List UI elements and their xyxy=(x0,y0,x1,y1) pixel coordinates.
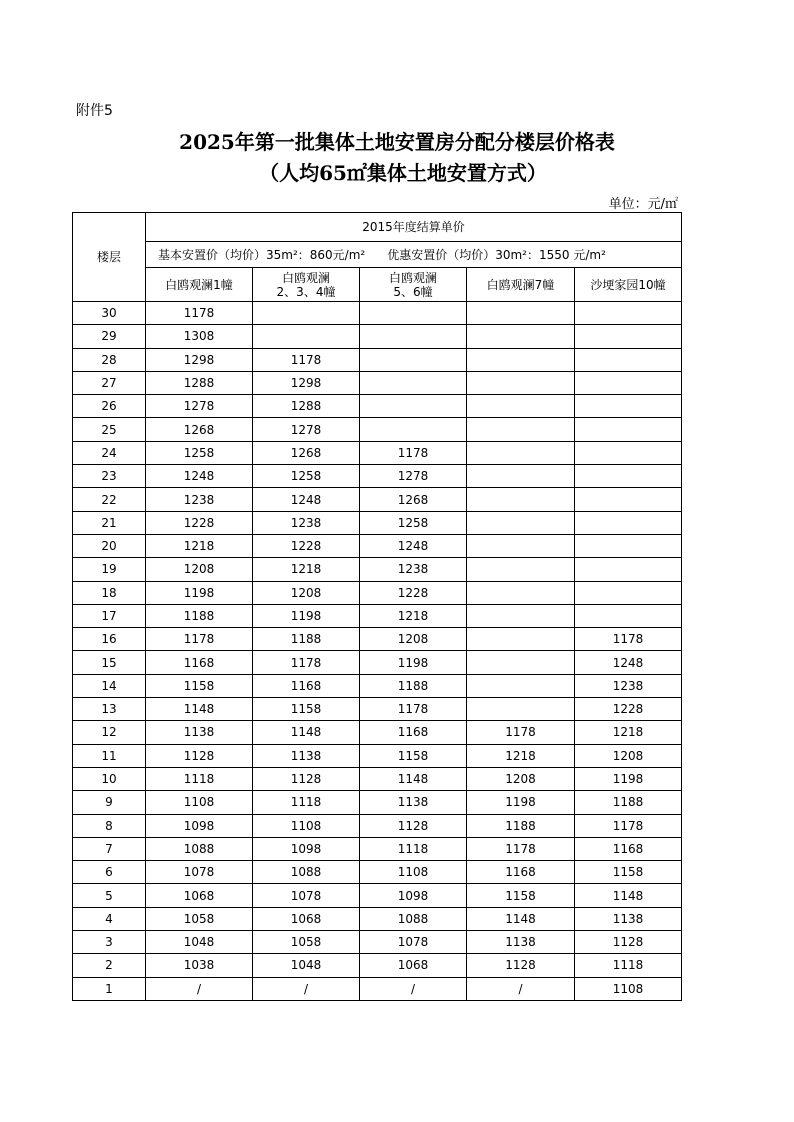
price-cell: 1248 xyxy=(253,488,360,511)
price-cell: 1178 xyxy=(253,651,360,674)
table-row xyxy=(73,465,682,488)
table-row xyxy=(73,488,682,511)
price-cell: 1188 xyxy=(253,628,360,651)
price-cell: 1198 xyxy=(360,651,467,674)
table-row xyxy=(73,954,682,977)
floor-cell: 17 xyxy=(73,604,146,627)
price-cell: 1138 xyxy=(253,744,360,767)
price-cell: 1098 xyxy=(360,884,467,907)
price-cell: 1108 xyxy=(360,861,467,884)
table-row xyxy=(73,884,682,907)
floor-cell: 2 xyxy=(73,954,146,977)
price-cell: 1058 xyxy=(253,931,360,954)
column-header: 白鸥观澜7幢 xyxy=(467,268,575,302)
floor-cell: 24 xyxy=(73,441,146,464)
preferential-price-text: 优惠安置价（均价）30m²：1550 元/m² xyxy=(387,247,606,262)
price-cell: 1198 xyxy=(467,791,575,814)
table-row xyxy=(73,628,682,651)
price-cell: 1078 xyxy=(360,931,467,954)
price-cell: 1218 xyxy=(360,604,467,627)
price-cell xyxy=(467,465,575,488)
price-cell: 1218 xyxy=(253,558,360,581)
price-cell xyxy=(360,325,467,348)
price-cell: 1248 xyxy=(575,651,682,674)
price-cell: 1088 xyxy=(360,907,467,930)
price-cell: 1208 xyxy=(360,628,467,651)
price-cell: 1208 xyxy=(575,744,682,767)
price-cell: 1228 xyxy=(146,511,253,534)
price-cell xyxy=(467,441,575,464)
price-cell: 1188 xyxy=(575,791,682,814)
price-cell: 1238 xyxy=(146,488,253,511)
floor-header: 楼层 xyxy=(73,213,146,302)
price-cell xyxy=(467,348,575,371)
price-cell: 1278 xyxy=(146,395,253,418)
price-cell: 1188 xyxy=(360,674,467,697)
price-cell xyxy=(467,511,575,534)
table-row xyxy=(73,814,682,837)
floor-cell: 26 xyxy=(73,395,146,418)
floor-cell: 14 xyxy=(73,674,146,697)
table-row xyxy=(73,837,682,860)
price-cell xyxy=(467,628,575,651)
price-cell: 1138 xyxy=(360,791,467,814)
floor-cell: 19 xyxy=(73,558,146,581)
floor-cell: 9 xyxy=(73,791,146,814)
table-row xyxy=(73,977,682,1000)
price-cell: 1178 xyxy=(467,837,575,860)
floor-cell: 21 xyxy=(73,511,146,534)
price-cell: 1148 xyxy=(360,767,467,790)
price-cell xyxy=(575,581,682,604)
price-cell: 1208 xyxy=(146,558,253,581)
price-cell: 1108 xyxy=(575,977,682,1000)
price-cell: 1118 xyxy=(360,837,467,860)
price-cell xyxy=(575,558,682,581)
price-cell: 1238 xyxy=(253,511,360,534)
price-cell: 1218 xyxy=(467,744,575,767)
price-cell: 1098 xyxy=(146,814,253,837)
price-cell: 1038 xyxy=(146,954,253,977)
price-cell: 1168 xyxy=(467,861,575,884)
price-cell: 1178 xyxy=(146,628,253,651)
price-cell xyxy=(467,418,575,441)
price-cell: 1108 xyxy=(253,814,360,837)
price-cell: 1148 xyxy=(253,721,360,744)
price-cell xyxy=(575,511,682,534)
price-cell: 1158 xyxy=(253,698,360,721)
price-cell: 1238 xyxy=(360,558,467,581)
table-row xyxy=(73,558,682,581)
floor-cell: 13 xyxy=(73,698,146,721)
price-cell: 1168 xyxy=(253,674,360,697)
price-cell: 1288 xyxy=(253,395,360,418)
price-cell: 1078 xyxy=(146,861,253,884)
price-cell xyxy=(575,465,682,488)
price-cell: 1178 xyxy=(146,302,253,325)
price-cell: 1048 xyxy=(146,931,253,954)
column-header: 白鸥观澜1幢 xyxy=(146,268,253,302)
price-cell: 1198 xyxy=(146,581,253,604)
price-cell: 1258 xyxy=(253,465,360,488)
price-cell: 1068 xyxy=(253,907,360,930)
table-row xyxy=(73,511,682,534)
table-row xyxy=(73,581,682,604)
price-cell: 1208 xyxy=(253,581,360,604)
price-cell xyxy=(360,348,467,371)
price-cell xyxy=(253,302,360,325)
price-cell: 1118 xyxy=(253,791,360,814)
price-cell xyxy=(467,558,575,581)
table-row xyxy=(73,418,682,441)
price-cell: 1048 xyxy=(253,954,360,977)
price-cell: 1158 xyxy=(360,744,467,767)
price-cell: 1148 xyxy=(146,698,253,721)
page-subtitle: （人均65㎡集体土地安置方式） xyxy=(259,161,547,185)
price-cell: 1268 xyxy=(360,488,467,511)
table-row xyxy=(73,791,682,814)
price-cell: 1208 xyxy=(467,767,575,790)
price-cell: 1248 xyxy=(360,534,467,557)
price-cell: / xyxy=(360,977,467,1000)
price-cell: 1068 xyxy=(360,954,467,977)
price-cell xyxy=(467,651,575,674)
price-cell: 1198 xyxy=(575,767,682,790)
price-table xyxy=(72,212,682,1001)
table-row xyxy=(73,604,682,627)
floor-cell: 18 xyxy=(73,581,146,604)
price-cell: 1168 xyxy=(575,837,682,860)
price-cell: 1158 xyxy=(146,674,253,697)
table-row xyxy=(73,721,682,744)
floor-cell: 25 xyxy=(73,418,146,441)
floor-cell: 15 xyxy=(73,651,146,674)
floor-cell: 12 xyxy=(73,721,146,744)
price-cell xyxy=(575,534,682,557)
price-cell xyxy=(253,325,360,348)
price-cell: 1188 xyxy=(467,814,575,837)
unit-label: 单位：元/㎡ xyxy=(608,197,678,212)
price-cell xyxy=(467,534,575,557)
price-cell: 1178 xyxy=(575,814,682,837)
price-cell: 1198 xyxy=(253,604,360,627)
table-row xyxy=(73,371,682,394)
floor-cell: 10 xyxy=(73,767,146,790)
price-cell xyxy=(575,488,682,511)
price-cell: 1148 xyxy=(467,907,575,930)
price-cell: 1128 xyxy=(360,814,467,837)
floor-cell: 29 xyxy=(73,325,146,348)
floor-cell: 4 xyxy=(73,907,146,930)
attachment-label: 附件5 xyxy=(76,103,113,119)
price-cell: 1138 xyxy=(575,907,682,930)
price-cell xyxy=(467,325,575,348)
price-cell xyxy=(467,395,575,418)
price-cell xyxy=(467,488,575,511)
table-row xyxy=(73,395,682,418)
table-row xyxy=(73,907,682,930)
price-cell: 1138 xyxy=(467,931,575,954)
column-header: 沙埂家园10幢 xyxy=(575,268,682,302)
basic-price-text: 基本安置价（均价）35m²：860元/m² xyxy=(158,247,366,262)
table-row xyxy=(73,441,682,464)
table-row xyxy=(73,931,682,954)
floor-cell: 30 xyxy=(73,302,146,325)
price-cell: 1308 xyxy=(146,325,253,348)
price-cell: / xyxy=(146,977,253,1000)
price-cell xyxy=(575,348,682,371)
price-cell: 1148 xyxy=(575,884,682,907)
price-basis-cell xyxy=(146,242,682,268)
column-header: 白鸥观澜 5、6幢 xyxy=(360,268,467,302)
price-cell: / xyxy=(467,977,575,1000)
table-row xyxy=(73,651,682,674)
price-cell: 1168 xyxy=(146,651,253,674)
price-cell: / xyxy=(253,977,360,1000)
price-cell: 1218 xyxy=(146,534,253,557)
price-cell xyxy=(575,604,682,627)
price-cell xyxy=(575,418,682,441)
floor-cell: 28 xyxy=(73,348,146,371)
table-row xyxy=(73,744,682,767)
price-cell: 1178 xyxy=(467,721,575,744)
price-cell: 1128 xyxy=(253,767,360,790)
price-cell: 1118 xyxy=(575,954,682,977)
table-row xyxy=(73,302,682,325)
price-cell xyxy=(575,371,682,394)
floor-cell: 27 xyxy=(73,371,146,394)
floor-cell: 22 xyxy=(73,488,146,511)
price-cell: 1118 xyxy=(146,767,253,790)
price-cell xyxy=(360,302,467,325)
price-cell xyxy=(467,674,575,697)
price-cell xyxy=(360,418,467,441)
column-header: 白鸥观澜 2、3、4幢 xyxy=(253,268,360,302)
price-cell: 1138 xyxy=(146,721,253,744)
price-cell: 1258 xyxy=(146,441,253,464)
price-cell: 1178 xyxy=(253,348,360,371)
price-cell: 1188 xyxy=(146,604,253,627)
price-cell: 1088 xyxy=(253,861,360,884)
price-cell: 1288 xyxy=(146,371,253,394)
table-row xyxy=(73,767,682,790)
floor-cell: 11 xyxy=(73,744,146,767)
price-cell: 1218 xyxy=(575,721,682,744)
price-cell: 1128 xyxy=(146,744,253,767)
floor-cell: 7 xyxy=(73,837,146,860)
price-cell xyxy=(467,302,575,325)
price-cell xyxy=(467,698,575,721)
price-cell: 1058 xyxy=(146,907,253,930)
price-cell: 1158 xyxy=(467,884,575,907)
price-cell: 1108 xyxy=(146,791,253,814)
price-cell: 1178 xyxy=(360,441,467,464)
price-cell: 1238 xyxy=(575,674,682,697)
price-cell xyxy=(575,441,682,464)
price-cell: 1098 xyxy=(253,837,360,860)
table-row xyxy=(73,348,682,371)
floor-cell: 20 xyxy=(73,534,146,557)
floor-cell: 23 xyxy=(73,465,146,488)
price-cell xyxy=(467,581,575,604)
price-cell: 1268 xyxy=(146,418,253,441)
price-cell xyxy=(575,302,682,325)
price-cell xyxy=(360,371,467,394)
price-cell xyxy=(575,325,682,348)
price-cell: 1178 xyxy=(575,628,682,651)
price-cell: 1258 xyxy=(360,511,467,534)
table-row xyxy=(73,674,682,697)
price-cell: 1278 xyxy=(253,418,360,441)
price-cell: 1278 xyxy=(360,465,467,488)
price-cell: 1128 xyxy=(575,931,682,954)
price-cell xyxy=(360,395,467,418)
floor-cell: 16 xyxy=(73,628,146,651)
group-header: 2015年度结算单价 xyxy=(146,213,682,242)
price-cell xyxy=(467,371,575,394)
table-row xyxy=(73,325,682,348)
price-cell: 1088 xyxy=(146,837,253,860)
floor-cell: 1 xyxy=(73,977,146,1000)
price-cell: 1178 xyxy=(360,698,467,721)
price-cell: 1228 xyxy=(253,534,360,557)
floor-cell: 3 xyxy=(73,931,146,954)
price-cell: 1248 xyxy=(146,465,253,488)
price-cell: 1068 xyxy=(146,884,253,907)
price-cell: 1298 xyxy=(253,371,360,394)
page-title: 2025年第一批集体土地安置房分配分楼层价格表 xyxy=(179,130,615,154)
price-cell: 1078 xyxy=(253,884,360,907)
price-cell: 1228 xyxy=(575,698,682,721)
table-row xyxy=(73,698,682,721)
price-cell: 1298 xyxy=(146,348,253,371)
floor-cell: 6 xyxy=(73,861,146,884)
floor-cell: 8 xyxy=(73,814,146,837)
price-cell xyxy=(467,604,575,627)
table-row xyxy=(73,861,682,884)
price-cell: 1158 xyxy=(575,861,682,884)
floor-cell: 5 xyxy=(73,884,146,907)
price-cell xyxy=(575,395,682,418)
price-cell: 1268 xyxy=(253,441,360,464)
price-cell: 1228 xyxy=(360,581,467,604)
price-cell: 1168 xyxy=(360,721,467,744)
table-row xyxy=(73,534,682,557)
price-cell: 1128 xyxy=(467,954,575,977)
